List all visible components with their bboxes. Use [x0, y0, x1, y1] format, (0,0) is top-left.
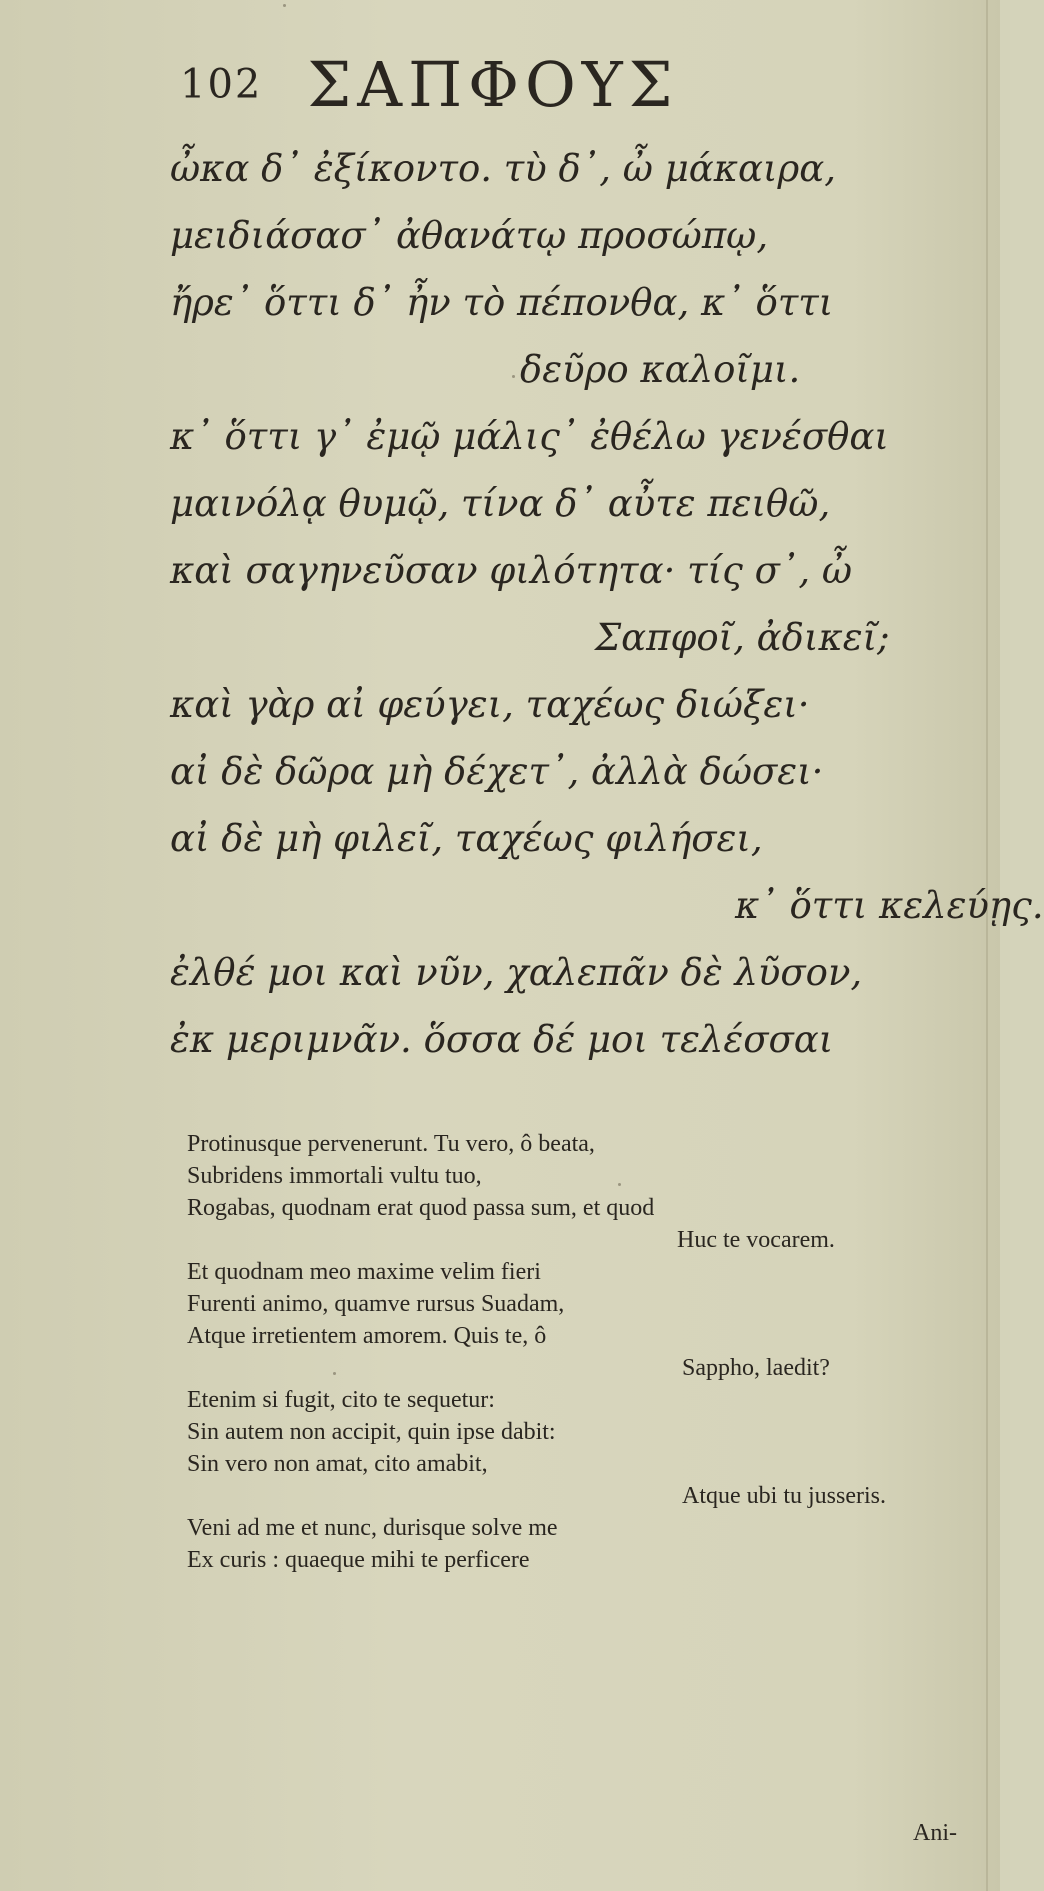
greek-line: ὦκα δ᾽ ἐξίκοντο. τὺ δ᾽, ὦ μάκαιρα, — [170, 147, 836, 190]
greek-text-block — [170, 135, 1044, 1073]
latin-line: Subridens immortali vultu tuo, — [187, 1163, 482, 1189]
greek-line: ἤρε᾽ ὅττι δ᾽ ἦν τὸ πέπονθα, κ᾽ ὅττι — [170, 281, 834, 324]
greek-line: μειδιάσασ᾽ ἀθανάτῳ προσώπῳ, — [170, 214, 769, 257]
greek-line: ἐλθέ μοι καὶ νῦν, χαλεπᾶν δὲ λῦσον, — [170, 951, 863, 994]
greek-line: αἰ δὲ μὴ φιλεῖ, ταχέως φιλήσει, — [170, 817, 763, 860]
paper-speck — [618, 1183, 621, 1186]
latin-line-adonic: Huc te vocarem. — [677, 1227, 835, 1253]
latin-line: Sin vero non amat, cito amabit, — [187, 1451, 488, 1477]
greek-line-adonic: δεῦρο καλοῖμι. — [520, 348, 801, 391]
paper-speck — [333, 1372, 336, 1375]
latin-translation-block — [187, 1128, 977, 1576]
latin-line: Protinusque pervenerunt. Tu vero, ô beata, — [187, 1131, 595, 1157]
page-number: 102 — [180, 61, 263, 108]
latin-line-adonic: Atque ubi tu jusseris. — [682, 1483, 886, 1509]
greek-line: ἐκ μεριμνᾶν. ὅσσα δέ μοι τελέσσαι — [170, 1018, 834, 1061]
latin-line: Rogabas, quodnam erat quod passa sum, et quod — [187, 1195, 655, 1221]
latin-line: Et quodnam meo maxime velim fieri — [187, 1259, 541, 1285]
catchword: Ani- — [913, 1820, 957, 1846]
running-title: ΣΑΠΦΟΥΣ — [307, 48, 679, 121]
latin-line: Furenti animo, quamve rursus Suadam, — [187, 1291, 565, 1317]
greek-line-adonic: κ᾽ ὅττι κελεύῃς. — [735, 884, 1044, 927]
greek-line-adonic: Σαπφοῖ, ἀδικεῖ; — [595, 616, 890, 659]
page-header — [180, 48, 679, 128]
page-edge — [986, 0, 988, 1891]
latin-line: Veni ad me et nunc, durisque solve me — [187, 1515, 558, 1541]
greek-line: αἰ δὲ δῶρα μὴ δέχετ᾽, ἀλλὰ δώσει· — [170, 750, 824, 793]
greek-line: κ᾽ ὅττι γ᾽ ἐμῷ μάλις᾽ ἐθέλω γενέσθαι — [170, 415, 889, 458]
paper-speck — [283, 4, 286, 7]
latin-line: Ex curis : quaeque mihi te perficere — [187, 1547, 530, 1573]
greek-line: καὶ σαγηνεῦσαν φιλότητα· τίς σ᾽, ὦ — [170, 549, 853, 592]
latin-line: Etenim si fugit, cito te sequetur: — [187, 1387, 495, 1413]
latin-line: Atque irretientem amorem. Quis te, ô — [187, 1323, 547, 1349]
greek-line: μαινόλᾳ θυμῷ, τίνα δ᾽ αὖτε πειθῶ, — [170, 482, 831, 525]
latin-line: Sin autem non accipit, quin ipse dabit: — [187, 1419, 556, 1445]
latin-line-adonic: Sappho, laedit? — [682, 1355, 830, 1381]
greek-line: καὶ γὰρ αἰ φεύγει, ταχέως διώξει· — [170, 683, 810, 726]
paper-speck — [512, 375, 515, 378]
